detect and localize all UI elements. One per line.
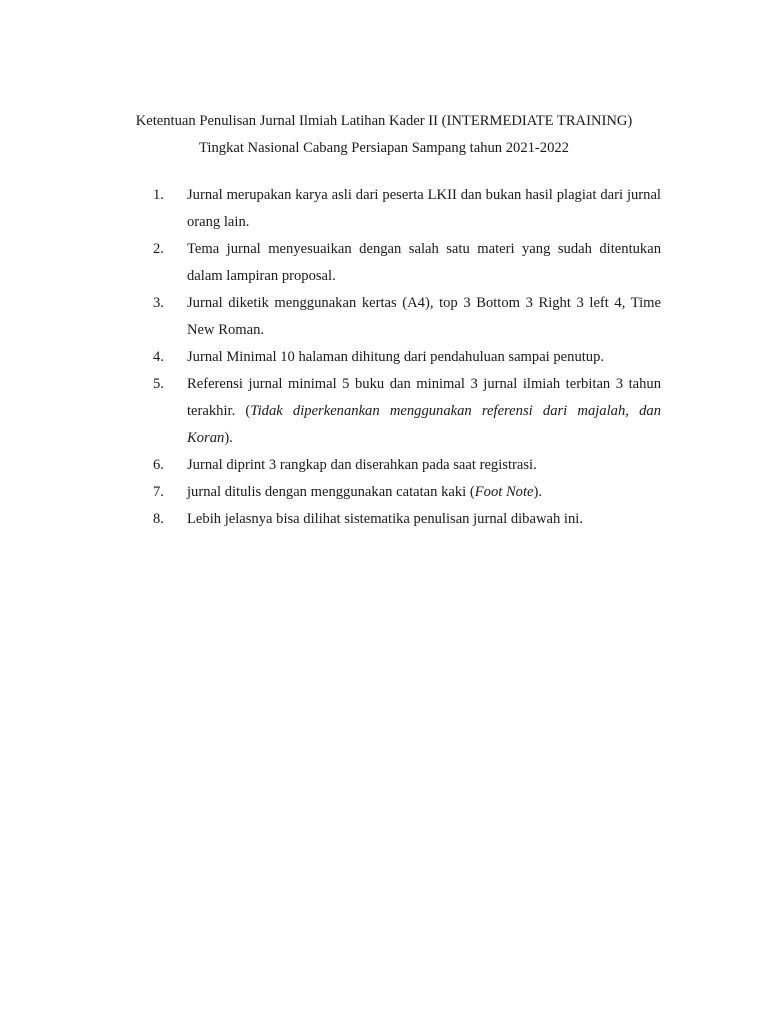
list-number: 5. [153, 376, 164, 392]
list-text: Jurnal diprint 3 rangkap dan diserahkan pada saat registrasi. [187, 457, 537, 473]
title-line-1: Ketentuan Penulisan Jurnal Ilmiah Latihan Kader II (INTERMEDIATE TRAINING) [135, 113, 633, 129]
list-item [153, 506, 661, 533]
list-text: Tema jurnal menyesuaikan dengan salah satu materi yang sudah ditentukan dalam lampiran proposal. [187, 241, 661, 284]
list-text: Referensi jurnal minimal 5 buku dan minimal 3 jurnal ilmiah terbitan 3 tahun terakhir. ( [187, 376, 661, 419]
list-number: 4. [153, 349, 164, 365]
list-number: 7. [153, 484, 164, 500]
list-number: 1. [153, 187, 164, 203]
list-text-italic: Foot Note [474, 484, 534, 500]
list-text: Jurnal merupakan karya asli dari peserta LKII dan bukan hasil plagiat dari jurnal orang lain. [187, 187, 661, 230]
document-title [0, 108, 768, 162]
list-number: 2. [153, 241, 164, 257]
list-text-end: ). [533, 484, 543, 500]
list-item [153, 290, 661, 344]
list-text: Jurnal diketik menggunakan kertas (A4), top 3 Bottom 3 Right 3 left 4, Time New Roman. [187, 295, 661, 338]
list-text: Lebih jelasnya bisa dilihat sistematika penulisan jurnal dibawah ini. [187, 511, 583, 527]
list-number: 8. [153, 511, 164, 527]
list-text: jurnal ditulis dengan menggunakan catatan kaki ( [187, 484, 475, 500]
list-number: 3. [153, 295, 164, 311]
list-item [153, 452, 661, 479]
list-text-italic: Tidak diperkenankan menggunakan referensi dari majalah, dan Koran [187, 403, 661, 446]
list-number: 6. [153, 457, 164, 473]
requirements-list [0, 182, 768, 533]
list-item [153, 479, 661, 506]
list-text: Jurnal Minimal 10 halaman dihitung dari pendahuluan sampai penutup. [187, 349, 605, 365]
list-item [153, 344, 661, 371]
title-line-2: Tingkat Nasional Cabang Persiapan Sampang tahun 2021-2022 [199, 140, 569, 156]
list-text-end: ). [224, 430, 233, 446]
list-item [153, 371, 661, 452]
list-item [153, 182, 661, 236]
list-item [153, 236, 661, 290]
